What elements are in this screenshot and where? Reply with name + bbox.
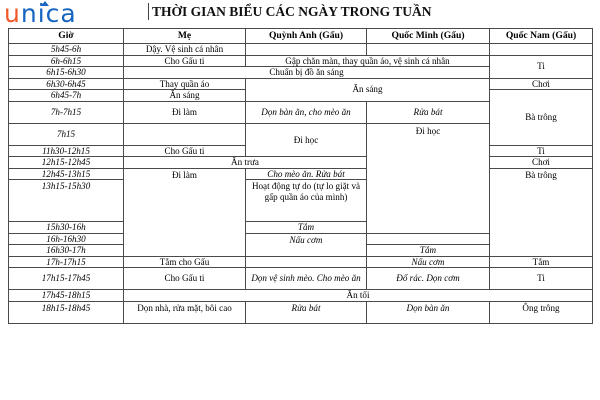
cell-me: Tắm cho Gấu [124,256,246,268]
cell-quynh-anh: Dọn vệ sinh mèo. Cho mèo ăn [246,268,367,290]
table-row [9,78,593,90]
cell-quoc-nam: Ti [490,268,593,290]
cell-quynh-anh: Cho mèo ăn. Rửa bát [246,168,367,180]
cell-hour: 18h15-18h45 [9,301,124,323]
cell-quoc-nam: Chơi [490,157,593,169]
cell-quynh-anh: Hoạt động tự do (tự lo giặt và gấp quần áo của mình) [246,180,367,222]
logo-letter-n: n [20,0,38,28]
logo-letter-a: a [60,0,77,28]
cell-me: Cho Gấu ti [124,55,246,67]
cell-me: Cho Gấu ti [124,145,246,157]
table-row [9,256,593,268]
cell-hour: 7h-7h15 [9,101,124,123]
cell-quoc-minh: Đổ rác. Dọn cơm [367,268,490,290]
cell-merged-breakfast: Ăn sáng [246,78,490,101]
cell-merged-dinner: Ăn tối [124,290,593,302]
cell-quoc-nam: Tắm [490,256,593,268]
table-header-row [9,29,593,44]
cell-quoc-nam [490,44,593,56]
cell-me: Ăn sáng [124,90,246,102]
cell-hour: 17h45-18h15 [9,290,124,302]
cell-me: Cho Gấu ti [124,268,246,290]
cell-quoc-nam: Bà trông [490,168,593,256]
cell-quoc-minh: Đi học [367,123,490,233]
document-header [0,0,600,28]
cell-quynh-anh [246,256,367,268]
logo-letter-i: i [37,0,46,28]
column-header-quoc-nam: Quốc Nam (Gấu) [490,29,593,44]
weekly-schedule-table [8,28,593,324]
cell-quynh-anh: Tắm [246,222,367,234]
logo-letter-u: u [4,0,21,28]
cell-hour: 5h45-6h [9,44,124,56]
cell-hour: 13h15-15h30 [9,180,124,222]
cell-me: Đi làm [124,168,246,256]
table-row [9,168,593,180]
cell-hour: 12h45-13h15 [9,168,124,180]
cell-me: Dậy. Vệ sinh cá nhân [124,44,246,56]
cell-hour: 16h30-17h [9,245,124,257]
cell-me: Đi làm [124,101,246,123]
cell-hour: 6h15-6h30 [9,67,124,79]
cell-hour: 12h15-12h45 [9,157,124,169]
cell-quoc-minh: Dọn bàn ăn [367,301,490,323]
cell-me: Thay quần áo [124,78,246,90]
cell-merged-morning-routine: Gập chăn màn, thay quần áo, vệ sinh cá nhân [246,55,490,67]
cell-quoc-minh: Tắm [367,245,490,257]
cell-merged-lunch: Ăn trưa [124,157,367,169]
cell-quynh-anh: Nấu cơm [246,233,367,256]
cell-quoc-minh [367,44,490,56]
cell-hour: 6h45-7h [9,90,124,102]
page-title: THỜI GIAN BIỂU CÁC NGÀY TRONG TUẦN [148,3,432,20]
cell-quoc-nam: Ông trông [490,301,593,323]
logo-letter-c: c [45,0,61,28]
column-header-quynh-anh: Quỳnh Anh (Gấu) [246,29,367,44]
table-row [9,301,593,323]
cell-quynh-anh [246,44,367,56]
column-header-me: Mẹ [124,29,246,44]
schedule-table-wrapper [8,28,592,324]
cell-quynh-anh: Rửa bát [246,301,367,323]
cell-quoc-minh: Rửa bát [367,101,490,123]
cell-hour: 17h15-17h45 [9,268,124,290]
table-row [9,55,593,67]
cell-hour: 15h30-16h [9,222,124,234]
cell-hour: 6h30-6h45 [9,78,124,90]
cell-hour: 16h-16h30 [9,233,124,245]
cell-quoc-nam: Bà trông [490,90,593,146]
unica-logo [4,1,77,27]
cell-hour: 7h15 [9,123,124,145]
cell-me [124,123,246,145]
cell-quynh-anh: Dọn bàn ăn, cho mèo ăn [246,101,367,123]
table-row [9,44,593,56]
cell-quoc-minh: Nấu cơm [367,256,490,268]
cell-quynh-anh: Đi học [246,123,367,157]
cell-quoc-nam: Ti [490,55,593,78]
cell-quoc-nam: Chơi [490,78,593,90]
column-header-quoc-minh: Quốc Minh (Gấu) [367,29,490,44]
cell-hour: 17h-17h15 [9,256,124,268]
cell-hour: 11h30-12h15 [9,145,124,157]
column-header-hour: Giờ [9,29,124,44]
cell-hour: 6h-6h15 [9,55,124,67]
cell-merged-prep-breakfast: Chuẩn bị đồ ăn sáng [124,67,490,79]
cell-quoc-nam: Ti [490,145,593,157]
table-row [9,157,593,169]
table-row [9,268,593,290]
table-row [9,290,593,302]
cell-me: Dọn nhà, rửa mặt, bôi cao [124,301,246,323]
